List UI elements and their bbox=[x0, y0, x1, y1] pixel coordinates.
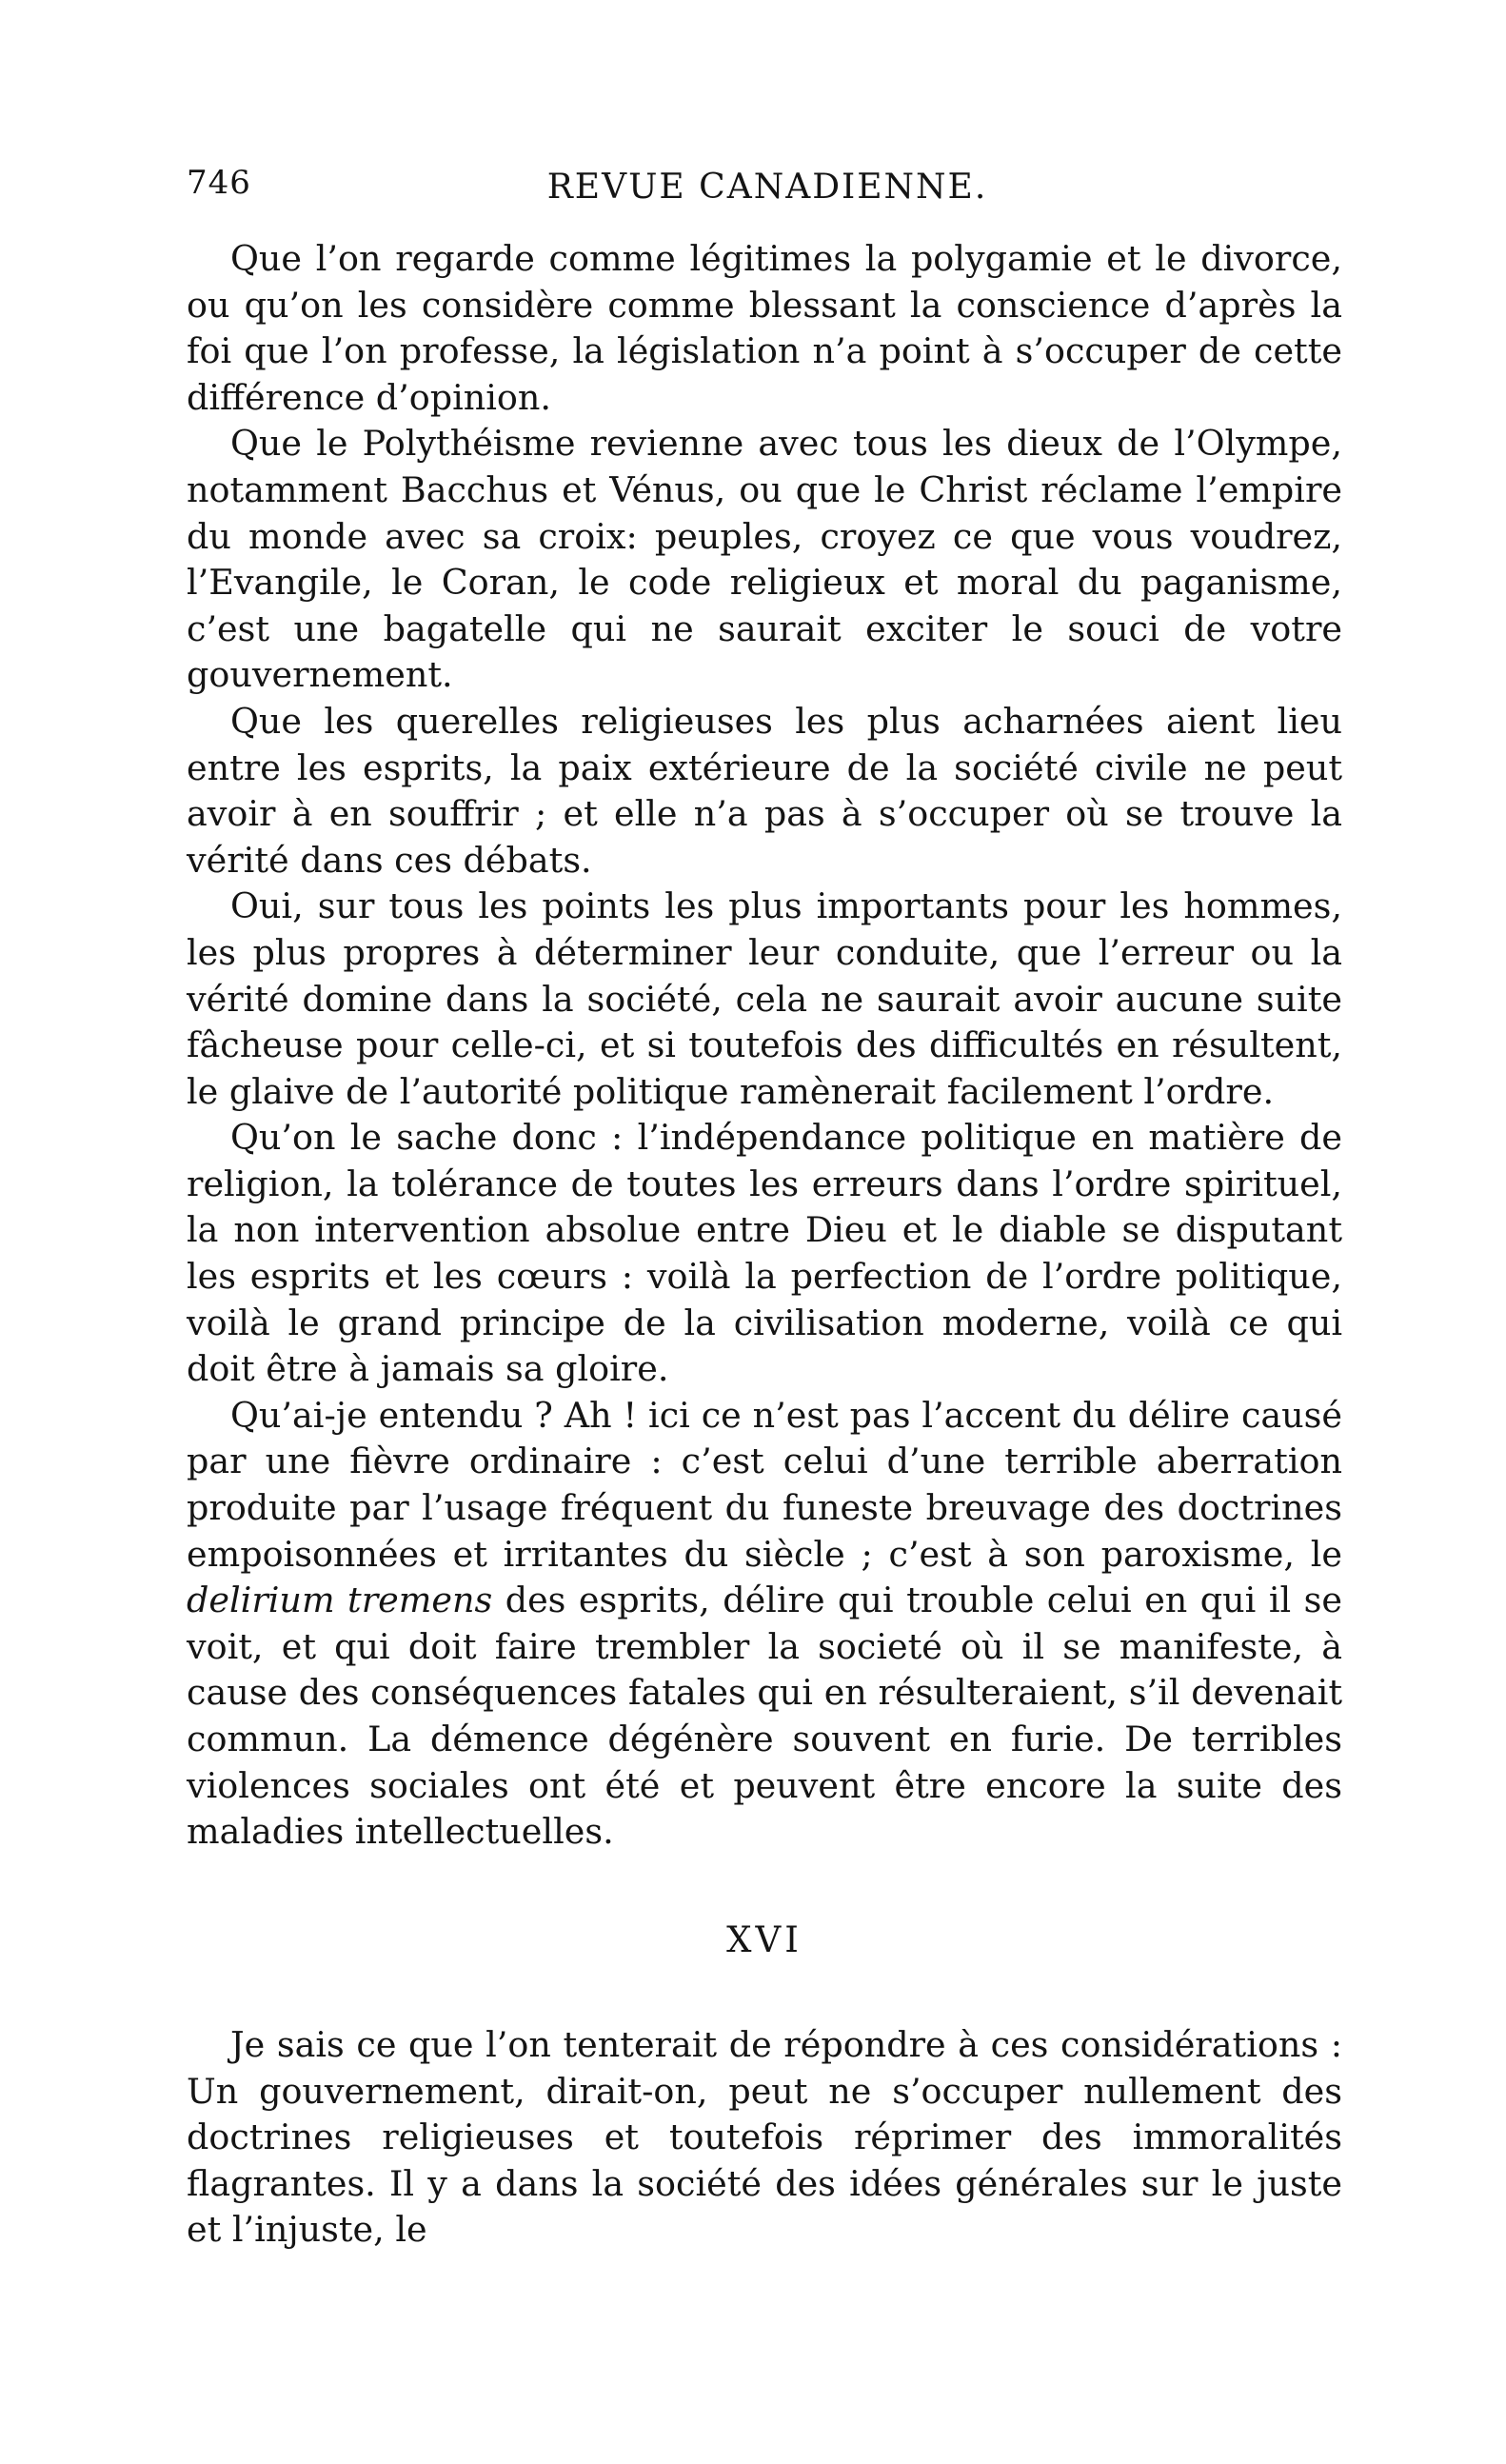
delirium-tremens-italic: delirium tremens bbox=[187, 1580, 493, 1621]
page-number: 746 bbox=[187, 164, 251, 202]
delirium-text-before: Qu’ai-je entendu ? Ah ! ici ce n’est pas l’accent du délire causé par une fièvre ordinaire : c’est celui d’une terrible aberration produite par l’usage fréquent du funeste breuvage des doctrines empoisonnées et irritantes du siècle ; c’est à son paroxisme, le bbox=[187, 1394, 1342, 1575]
paragraph-polygamie: Que l’on regarde comme légitimes la polygamie et le divorce, ou qu’on les considère comme blessant la conscience d’après la foi que l’on professe, la législation n’a point à s’occuper de cette différence d’opinion. bbox=[187, 238, 1342, 418]
paragraph-independance: Qu’on le sache donc : l’indépendance politique en matière de religion, la tolérance de toutes les erreurs dans l’ordre spirituel, la non intervention absolue entre Dieu et le diable se disputant les esprits et les cœurs : voilà la perfection de l’ordre politique, voilà le grand principe de la civilisation moderne, voilà ce qui doit être à jamais sa gloire. bbox=[187, 1117, 1342, 1390]
body-text bbox=[187, 236, 1342, 1856]
running-title: REVUE CANADIENNE. bbox=[546, 168, 988, 207]
paragraph-points-importants: Oui, sur tous les points les plus importants pour les hommes, les plus propres à déterminer leur conduite, que l’erreur ou la vérité domine dans la société, cela ne saurait avoir aucune suite fâcheuse pour celle-ci, et si toutefois des difficultés en résultent, le glaive de l’autorité politique ramènerait facilement l’ordre. bbox=[187, 885, 1342, 1112]
paragraph-delirium bbox=[187, 1393, 1342, 1856]
delirium-text-after: des esprits, délire qui trouble celui en qui il se voit, et qui doit faire trembler la societé où il se manifeste, à cause des conséquences fatales qui en résulteraient, s’il devenait commun. La démence dégénère souvent en furie. De terribles violences sociales ont été et peuvent être encore la suite des maladies intellectuelles. bbox=[187, 1580, 1342, 1853]
section-heading-xvi: XVI bbox=[726, 1919, 803, 1960]
paragraph-querelles: Que les querelles religieuses les plus acharnées aient lieu entre les esprits, la paix extérieure de la société civile ne peut avoir à en souffrir ; et elle n’a pas à s’occuper où se trouve la vérité dans ces débats. bbox=[187, 700, 1342, 881]
section-xvi-text bbox=[187, 2022, 1342, 2254]
paragraph-polytheisme: Que le Polythéisme revienne avec tous les dieux de l’Olympe, notamment Bacchus et Vénus, ou que le Christ réclame l’empire du monde avec sa croix: peuples, croyez ce que vous voudrez, l’Evangile, le Coran, le code religieux et moral du paganisme, c’est une bagatelle qui ne saurait exciter le souci de votre gouvernement. bbox=[187, 423, 1342, 696]
paragraph-je-sais: Je sais ce que l’on tenterait de répondre à ces considérations : Un gouvernement, dirait-on, peut ne s’occuper nullement des doctrines religieuses et toutefois réprimer des immoralités flagrantes. Il y a dans la société des idées générales sur le juste et l’injuste, le bbox=[187, 2024, 1342, 2251]
page-header bbox=[187, 164, 1348, 213]
